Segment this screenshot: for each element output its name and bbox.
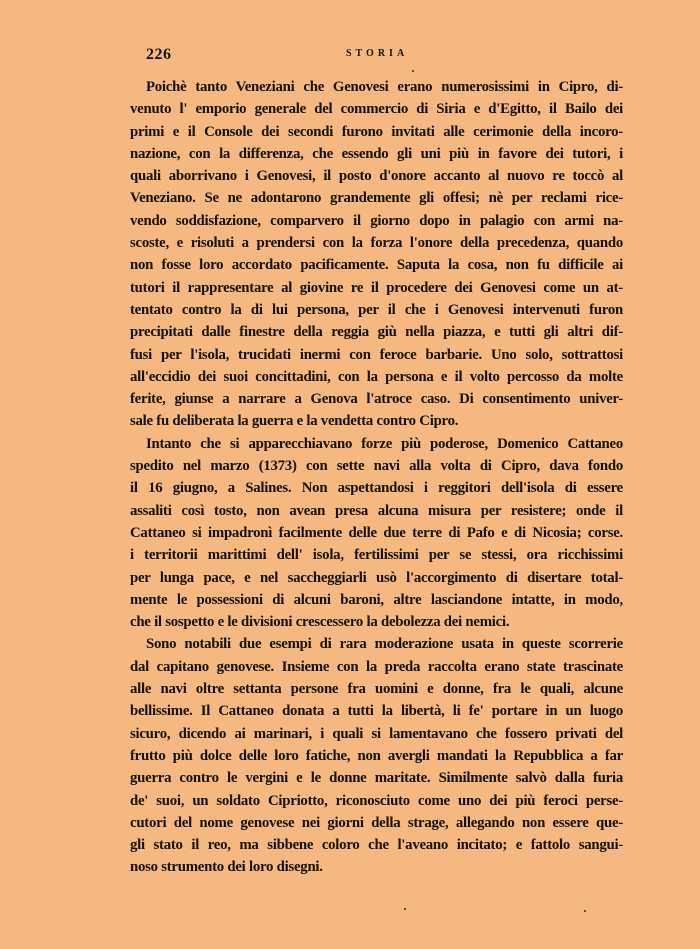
body-text <box>130 76 623 879</box>
text-line: de' suoi, un soldato Cipriotto, riconosciuto come uno dei più feroci perse- <box>130 792 623 809</box>
text-line: mente le possessioni di alcuni baroni, altre lasciandone intatte, in modo, <box>130 591 623 608</box>
text-line: venuto l' emporio generale del commercio di Siria e d'Egitto, il Bailo dei <box>130 101 623 118</box>
page-number: 226 <box>146 46 172 63</box>
running-head <box>146 46 622 66</box>
ink-speck <box>412 70 414 72</box>
paragraph-2 <box>130 433 623 634</box>
paragraph-3 <box>130 633 623 878</box>
text-line: quali aborrivano i Genovesi, il posto d'onore accanto al nuovo re toccò al <box>130 168 623 185</box>
text-line: frutto più dolce delle loro fatiche, non avergli mandati la Repubblica a far <box>130 747 623 764</box>
text-line: guerra contro le vergini e le donne maritate. Similmente salvò dalla furia <box>130 770 623 787</box>
text-line: tentato contro la di lui persona, per il che i Genovesi intervenuti furon <box>130 301 623 318</box>
text-line: sale fu deliberata la guerra e la vendetta contro Cipro. <box>130 413 459 430</box>
text-line: ferite, giunse a narrare a Genova l'atroce caso. Di consentimento univer- <box>130 391 623 408</box>
text-line: nazione, con la differenza, che essendo gli uni più in favore dei tutori, i <box>130 145 623 162</box>
text-line: cutori del nome genovese nei giorni della strage, allegando non essere que- <box>130 814 623 831</box>
text-line: spedito nel marzo (1373) con sette navi alla volta di Cipro, dava fondo <box>130 458 623 475</box>
text-line: il 16 giugno, a Salines. Non aspettandosi i reggitori dell'isola di essere <box>130 480 623 497</box>
text-line: precipitati dalle finestre della reggia giù nella piazza, e tutti gli altri dif- <box>130 324 623 341</box>
text-line: Intanto che si apparecchiavano forze più poderose, Domenico Cattaneo <box>146 435 623 452</box>
text-line: sicuro, dicendo ai marinari, i quali si lamentavano che fossero privati del <box>130 725 623 742</box>
text-line: scoste, e risoluti a prendersi con la forza l'onore della precedenza, quando <box>130 235 623 252</box>
text-line: fusi per l'isola, trucidati inermi con feroce barbarie. Uno solo, sottrattosi <box>130 346 623 363</box>
paragraph-1 <box>130 76 623 433</box>
running-title: STORIA <box>346 48 409 59</box>
ink-speck <box>584 910 586 912</box>
text-line: dal capitano genovese. Insieme con la preda raccolta erano state trascinate <box>130 658 623 675</box>
text-line: tutori il rappresentare al giovine re il procedere dei Genovesi come un at- <box>130 279 623 296</box>
text-line: Veneziano. Se ne adontarono grandemente gli offesi; nè per reclami rice- <box>130 190 623 207</box>
text-line: assaliti così tosto, non avean presa alcuna misura per resistere; onde il <box>130 502 623 519</box>
text-line: Cattaneo si impadronì facilmente delle due terre di Pafo e di Nicosia; corse. <box>130 524 623 541</box>
text-line: vendo soddisfazione, comparvero il giorno dopo in palagio con armi na- <box>130 212 623 229</box>
text-line: primi e il Console dei secondi furono invitati alle cerimonie della incoro- <box>130 123 623 140</box>
text-line: i territorii marittimi dell' isola, fertilissimi per se stessi, ora ricchissimi <box>130 547 623 564</box>
text-line: Poichè tanto Veneziani che Genovesi erano numerosissimi in Cipro, di- <box>146 79 623 95</box>
text-line: all'eccidio dei suoi concittadini, con la persona e il volto percosso da molte <box>130 368 623 385</box>
text-line: noso strumento dei loro disegni. <box>130 859 323 876</box>
text-line: non fosse loro accordato pacificamente. Saputa la cosa, non fu difficile ai <box>130 257 623 274</box>
text-line: gli stato il reo, ma sibbene coloro che l'aveano incitato; e fattolo sangui- <box>130 837 623 854</box>
text-line: Sono notabili due esempi di rara moderazione usata in queste scorrerie <box>146 636 623 653</box>
ink-speck <box>404 908 406 910</box>
text-line: che il sospetto e le divisioni crescessero la debolezza dei nemici. <box>130 614 510 631</box>
text-line: per lunga pace, e nel saccheggiarli usò l'accorgimento di disertare total- <box>130 569 623 586</box>
text-line: alle navi oltre settanta persone fra uomini e donne, fra le quali, alcune <box>130 681 623 698</box>
text-line: bellissime. Il Cattaneo donata a tutti la libertà, li fe' portare in un luogo <box>130 703 623 720</box>
